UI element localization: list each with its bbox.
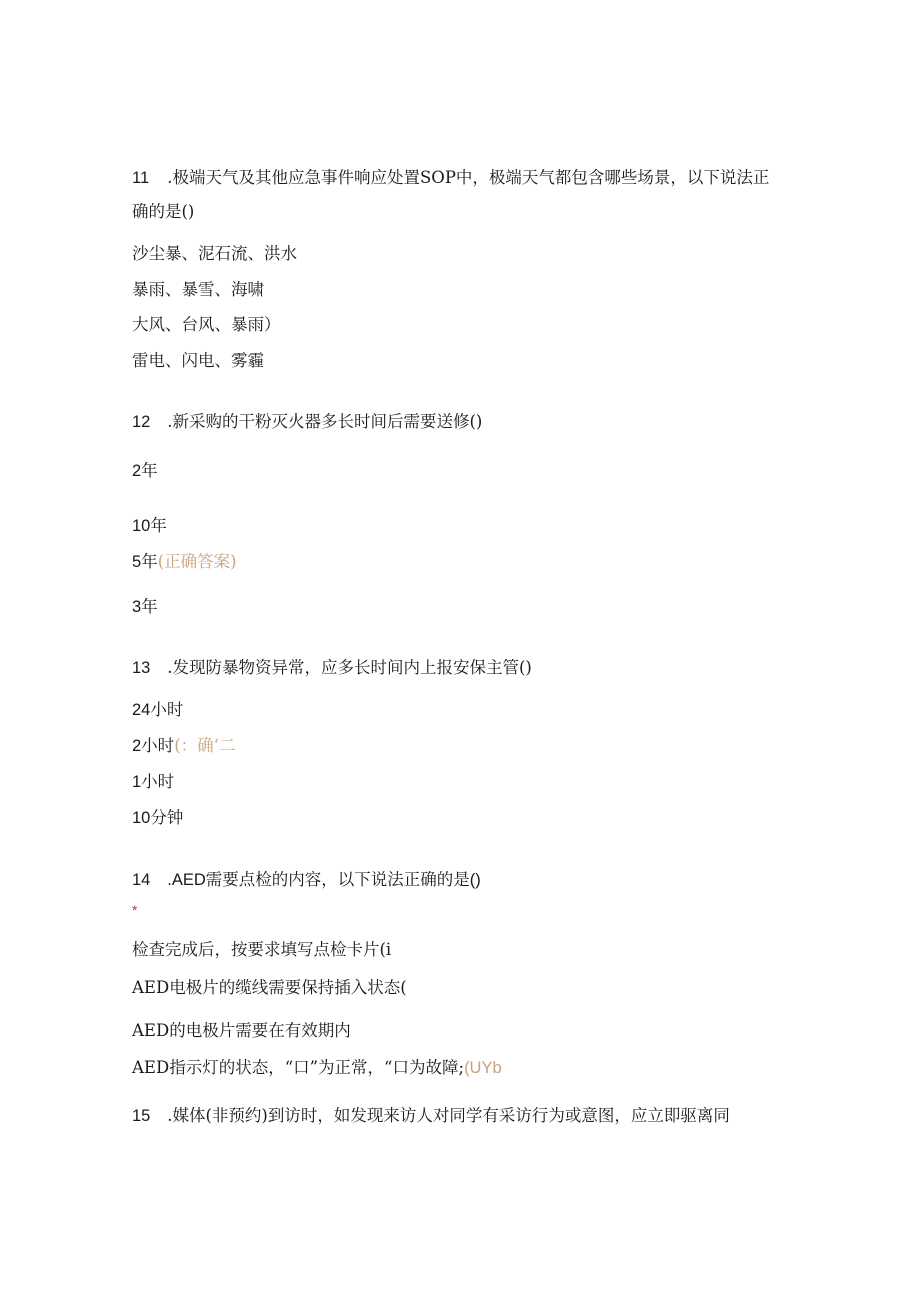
- q11-option-b[interactable]: 暴雨、暴雪、海啸: [132, 280, 264, 299]
- question-11-stem-line2: 确的是(): [132, 202, 195, 221]
- question-text: .极端天气及其他应急事件响应处置SOP中，极端天气都包含哪些场景，以下说法正: [167, 168, 770, 187]
- q11-option-d[interactable]: 雷电、闪电、雾霾: [132, 351, 264, 370]
- question-15-stem: [132, 1104, 730, 1128]
- q12-option-b[interactable]: 10年: [132, 517, 167, 535]
- option-text: AED指示灯的状态，“口”为正常，“口为故障;: [132, 1058, 465, 1077]
- q12-option-d[interactable]: 3年: [132, 598, 158, 616]
- q13-option-d[interactable]: 10分钟: [132, 809, 184, 827]
- question-11-stem-line1: [132, 166, 769, 190]
- question-text: .发现防暴物资异常，应多长时间内上报安保主管(): [167, 658, 532, 677]
- question-number: 15: [132, 1107, 151, 1125]
- q11-option-c[interactable]: 大风、台风、暴雨）: [132, 315, 281, 334]
- q12-option-c[interactable]: [132, 550, 237, 574]
- q13-option-b[interactable]: [132, 734, 235, 758]
- question-text: .新采购的干粉灭火器多长时间后需要送修(): [167, 412, 483, 431]
- q14-option-c[interactable]: AED的电极片需要在有效期内: [132, 1021, 351, 1040]
- q13-option-c[interactable]: 1小时: [132, 773, 175, 791]
- question-14-stem: [132, 868, 481, 892]
- correct-answer-mark: (：确‘二: [174, 736, 236, 755]
- question-12-stem: [132, 410, 482, 434]
- correct-answer-mark: (UYb: [464, 1059, 502, 1077]
- required-star: [132, 898, 137, 922]
- required-star-icon: *: [132, 902, 138, 918]
- question-number: 12: [132, 413, 151, 431]
- q11-option-a[interactable]: 沙尘暴、泥石流、洪水: [132, 244, 297, 263]
- q14-option-d[interactable]: [132, 1056, 502, 1080]
- question-number: 11: [132, 169, 150, 187]
- option-text: 2小时: [132, 737, 175, 755]
- question-text: .媒体(非预约)到访时，如发现来访人对同学有采访行为或意图，应立即驱离同: [167, 1106, 730, 1125]
- question-number: 14: [132, 871, 151, 889]
- q12-option-a[interactable]: 2年: [132, 462, 158, 480]
- question-text: .AED需要点检的内容，以下说法正确的是(): [167, 871, 481, 889]
- q14-option-b[interactable]: AED电极片的缆线需要保持插入状态(: [132, 978, 407, 997]
- option-text: 5年: [132, 553, 158, 571]
- q13-option-a[interactable]: 24小时: [132, 701, 184, 719]
- q14-option-a[interactable]: 检查完成后，按要求填写点检卡片(i: [132, 940, 392, 959]
- question-13-stem: [132, 656, 532, 680]
- question-number: 13: [132, 659, 151, 677]
- correct-answer-mark: (正确答案): [157, 552, 237, 571]
